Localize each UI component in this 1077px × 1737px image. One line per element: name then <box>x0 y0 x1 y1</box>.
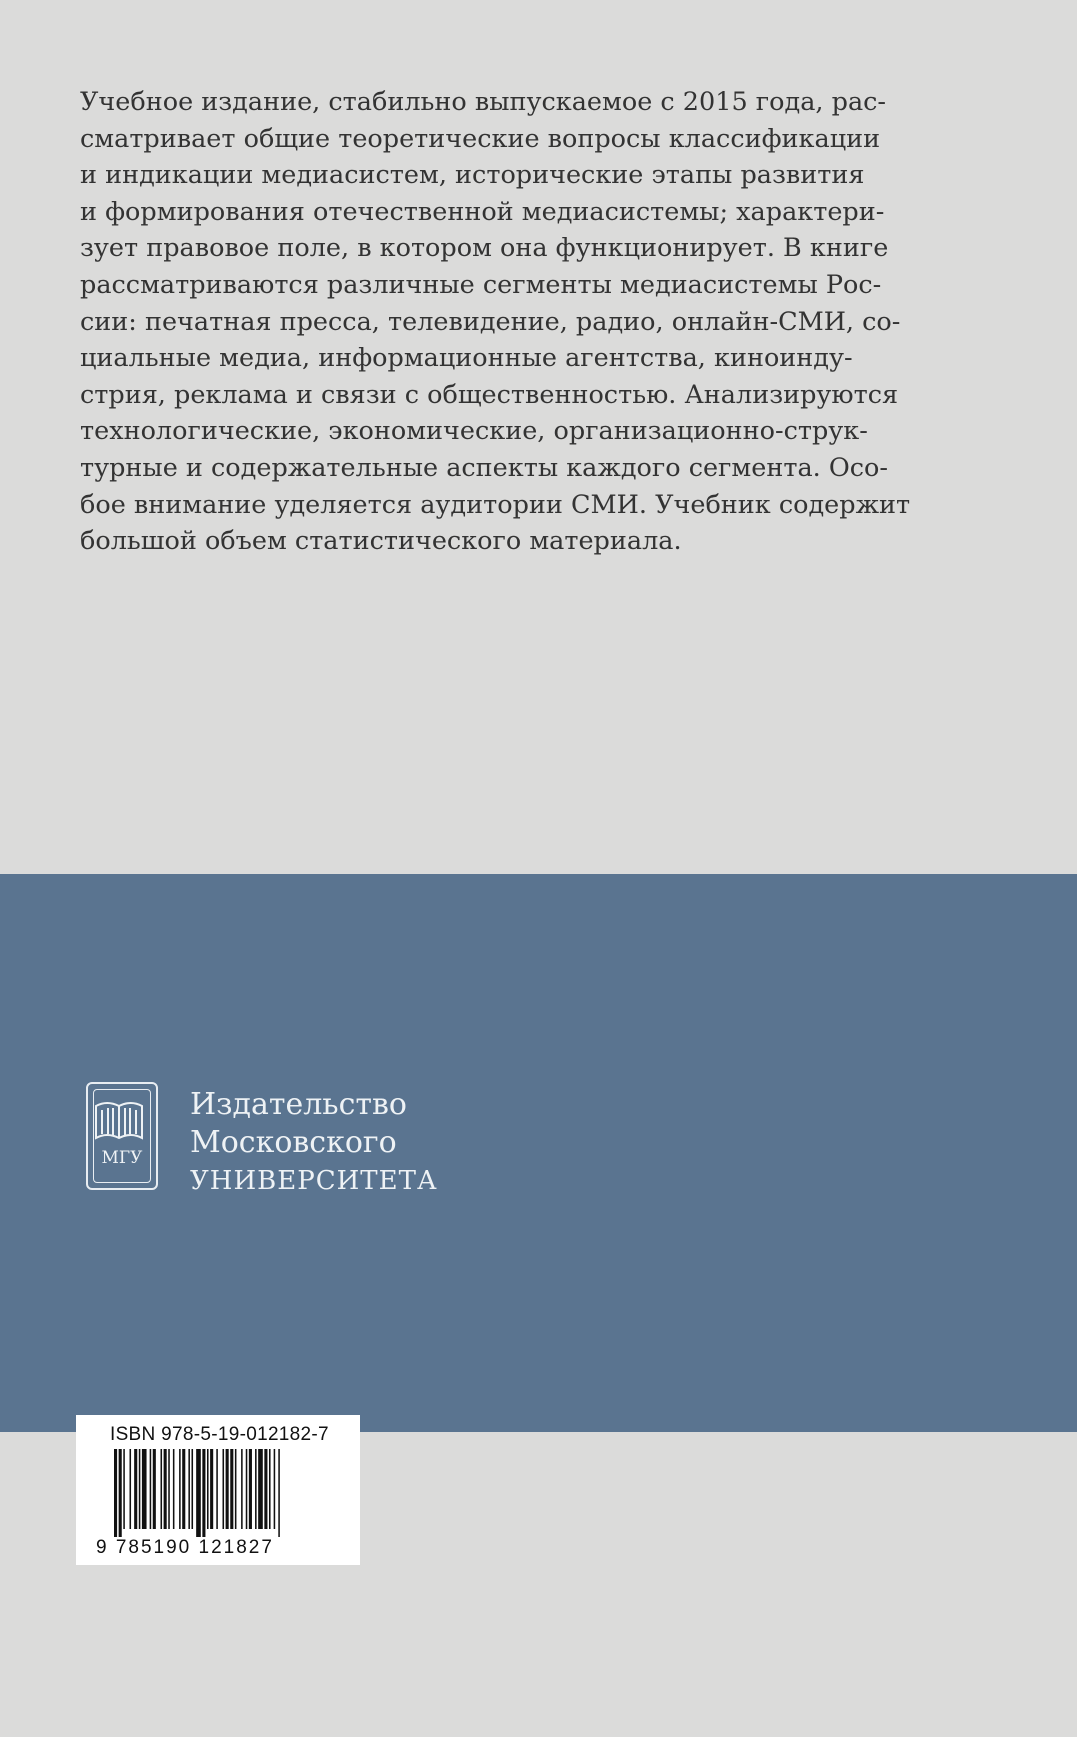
barcode-bar <box>255 1449 257 1529</box>
publisher-line-3: УНИВЕРСИТЕТА <box>190 1166 438 1196</box>
barcode-bar <box>230 1449 233 1529</box>
barcode-bar <box>210 1449 213 1529</box>
annotation-text <box>80 84 911 560</box>
barcode-bar <box>216 1449 218 1529</box>
barcode-icon <box>112 1449 352 1537</box>
barcode-bar <box>202 1449 205 1537</box>
barcode-bar <box>182 1449 185 1529</box>
annotation-line: сии: печатная пресса, телевидение, радио, онлайн-СМИ, со- <box>80 306 901 337</box>
barcode-bar <box>241 1449 243 1529</box>
annotation-line: зует правовое поле, в котором она функционирует. В книге <box>80 233 889 264</box>
barcode-bar <box>264 1449 267 1529</box>
annotation-line: сматривает общие теоретические вопросы классификации <box>80 123 881 154</box>
barcode-bar <box>246 1449 248 1529</box>
annotation-line: стрия, реклама и связи с общественностью. Анализируются <box>80 379 899 410</box>
isbn-barcode-block <box>76 1415 360 1565</box>
barcode-bar <box>196 1449 201 1537</box>
barcode-bar <box>278 1449 280 1537</box>
annotation-line: и формирования отечественной медиасистемы; характери- <box>80 196 885 227</box>
barcode-bar <box>153 1449 156 1529</box>
publisher-logo <box>86 1082 158 1190</box>
barcode-bar <box>142 1449 147 1529</box>
barcode-bar <box>274 1449 276 1529</box>
barcode-bar <box>223 1449 225 1529</box>
publisher-band <box>0 874 1077 1432</box>
barcode-bar <box>161 1449 163 1529</box>
annotation-line: циальные медиа, информационные агентства, киноинду- <box>80 343 853 374</box>
barcode-bar <box>207 1449 209 1529</box>
barcode-bar <box>235 1449 237 1529</box>
barcode-bar <box>150 1449 152 1529</box>
barcode-bar <box>168 1449 170 1529</box>
barcode-bar <box>188 1449 190 1529</box>
barcode-digits: 9 785190 121827 <box>96 1537 274 1558</box>
publisher-name <box>190 1086 438 1200</box>
annotation-line: и индикации медиасистем, исторические этапы развития <box>80 160 865 191</box>
annotation-line: Учебное издание, стабильно выпускаемое с 2015 года, рас- <box>80 87 887 117</box>
barcode-bar <box>269 1449 271 1529</box>
barcode-bar <box>249 1449 252 1529</box>
barcode-bar <box>192 1449 194 1529</box>
barcode-bar <box>164 1449 167 1529</box>
publisher-line-1: Издательство <box>190 1087 407 1122</box>
barcode-bar <box>139 1449 141 1529</box>
book-icon <box>92 1094 146 1142</box>
barcode-bar <box>130 1449 132 1529</box>
annotation-line: бое внимание уделяется аудитории СМИ. Учебник содержит <box>80 489 911 520</box>
logo-text: МГУ <box>101 1148 143 1168</box>
publisher-line-2: Московского <box>190 1125 397 1160</box>
barcode-bar <box>134 1449 137 1529</box>
annotation-line: большой объем статистического материала. <box>80 526 682 557</box>
barcode-bar <box>173 1449 175 1529</box>
barcode-bar <box>258 1449 263 1529</box>
barcode-bar <box>179 1449 181 1529</box>
isbn-label: ISBN 978-5-19-012182-7 <box>110 1424 329 1445</box>
barcode-bar <box>114 1449 117 1537</box>
annotation-line: технологические, экономические, организационно-струк- <box>80 416 868 447</box>
annotation-line: рассматриваются различные сегменты медиасистемы Рос- <box>80 269 882 300</box>
barcode-bar <box>123 1449 125 1529</box>
barcode-bar <box>119 1449 122 1537</box>
barcode-bar <box>226 1449 229 1529</box>
annotation-line: турные и содержательные аспекты каждого сегмента. Осо- <box>80 452 889 483</box>
